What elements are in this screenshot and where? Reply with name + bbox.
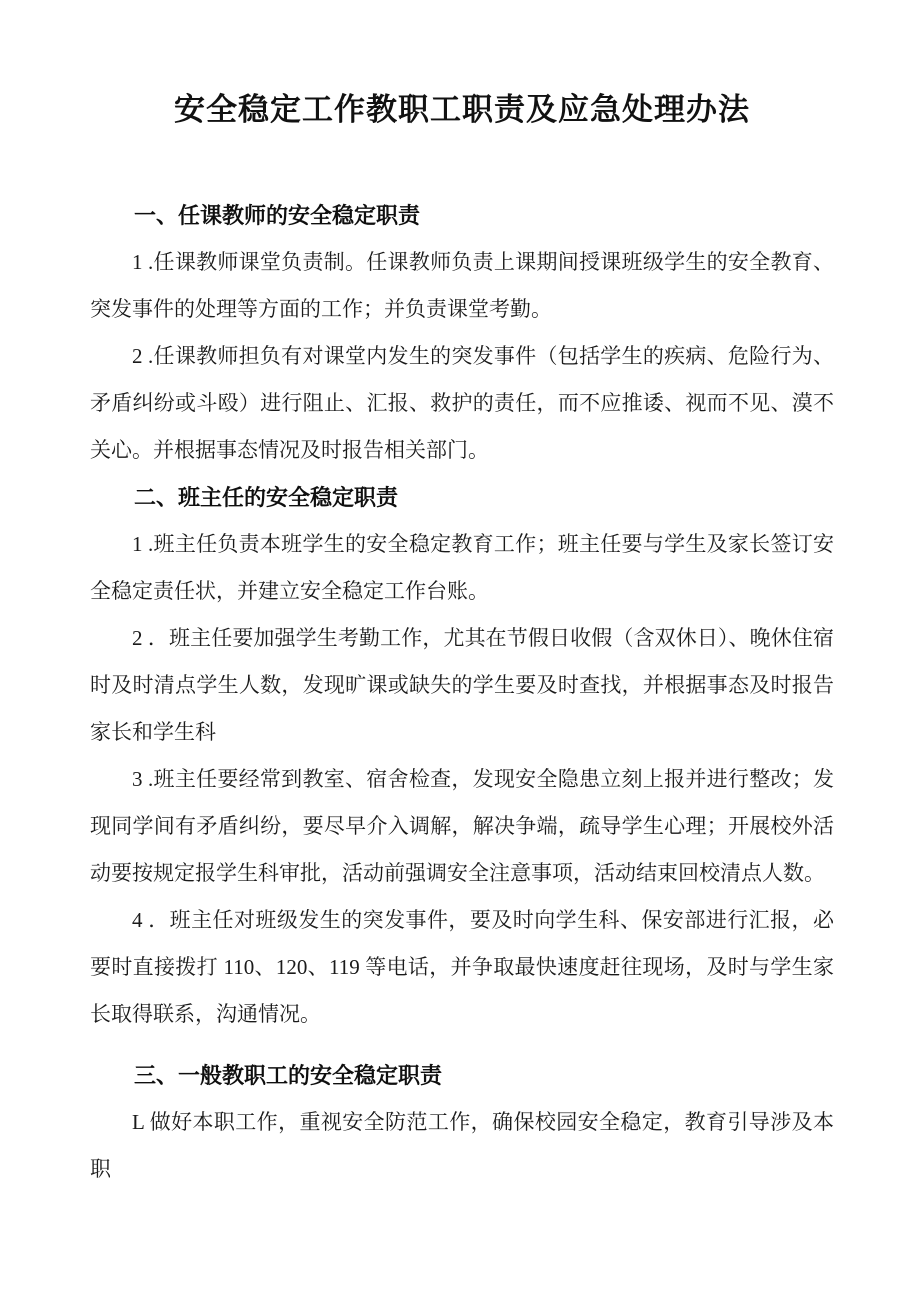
- section-teachers: [90, 192, 834, 474]
- section-general-staff: [90, 1052, 834, 1193]
- paragraph: 3 .班主任要经常到教室、宿舍检查，发现安全隐患立刻上报并进行整改；发现同学间有矛盾纠纷，要尽早介入调解，解决争端，疏导学生心理；开展校外活动要按规定报学生科审批，活动前强调安全注意事项，活动结束回校清点人数。: [90, 767, 834, 885]
- paragraph: 2 .任课教师担负有对课堂内发生的突发事件（包括学生的疾病、危险行为、矛盾纠纷或斗殴）进行阻止、汇报、救护的责任，而不应推诿、视而不见、漠不关心。并根据事态情况及时报告相关部门。: [90, 344, 834, 462]
- paragraph: 2 ．班主任要加强学生考勤工作，尤其在节假日收假（含双休日）、晚休住宿时及时清点学生人数，发现旷课或缺失的学生要及时查找，并根据事态及时报告家长和学生科: [90, 626, 834, 744]
- section-class-advisers: [90, 474, 834, 1038]
- paragraph: 4 ．班主任对班级发生的突发事件，要及时向学生科、保安部进行汇报，必要时直接拨打 110、120、119 等电话，并争取最快速度赶往现场，及时与学生家长取得联系，沟通情况。: [90, 908, 834, 1026]
- document-title: 安全稳定工作教职工职责及应急处理办法: [174, 92, 750, 127]
- paragraph: L 做好本职工作，重视安全防范工作，确保校园安全稳定，教育引导涉及本职: [90, 1110, 834, 1181]
- section-class-advisers-heading: 二、班主任的安全稳定职责: [134, 485, 399, 510]
- paragraph: 1 .班主任负责本班学生的安全稳定教育工作；班主任要与学生及家长签订安全稳定责任状，并建立安全稳定工作台账。: [90, 532, 834, 603]
- section-teachers-heading: 一、任课教师的安全稳定职责: [134, 203, 421, 228]
- section-general-staff-heading: 三、一般教职工的安全稳定职责: [134, 1063, 443, 1088]
- paragraph: 1 .任课教师课堂负责制。任课教师负责上课期间授课班级学生的安全教育、突发事件的处理等方面的工作；并负责课堂考勤。: [90, 250, 834, 321]
